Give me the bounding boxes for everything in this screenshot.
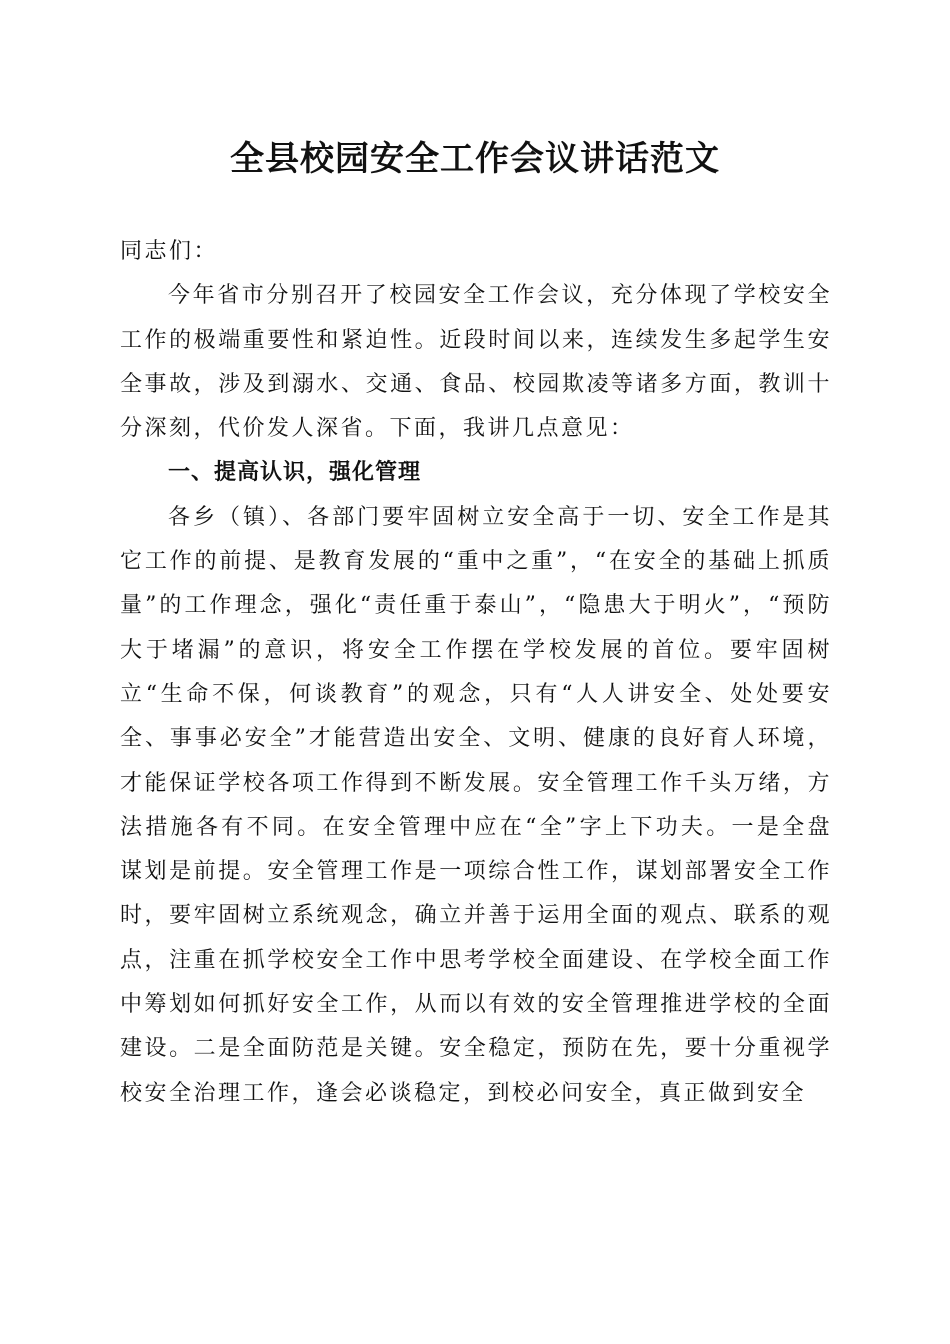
section-1-paragraph: 各乡（镇）、各部门要牢固树立安全高于一切、安全工作是其它工作的前提、是教育发展的“重中之重”，“在安全的基础上抓质量”的工作理念，强化“责任重于泰山”，“隐患大于明火”，“预防大于堵漏”的意识，将安全工作摆在学校发展的首位。要牢固树立“生命不保，何谈教育”的观念，只有“人人讲安全、处处要安全、事事必安全”才能营造出安全、文明、健康的良好育人环境，才能保证学校各项工作得到不断发展。安全管理工作千头万绪，方法措施各有不同。在安全管理中应在“全”字上下功夫。一是全盘谋划是前提。安全管理工作是一项综合性工作，谋划部署安全工作时，要牢固树立系统观念，确立并善于运用全面的观点、联系的观点，注重在抓学校安全工作中思考学校全面建设、在学校全面工作中筹划如何抓好安全工作，从而以有效的安全管理推进学校的全面建设。二是全面防范是关键。安全稳定，预防在先，要十分重视学校安全治理工作，逢会必谈稳定，到校必问安全，真正做到安全 [120,504,832,1106]
salutation: 同志们： [120,239,219,264]
document-body [120,230,832,1116]
document-title: 全县校园安全工作会议讲话范文 [230,139,720,179]
section-heading-1: 一、提高认识，强化管理 [168,460,422,486]
intro-paragraph: 今年省市分别召开了校园安全工作会议，充分体现了学校安全工作的极端重要性和紧迫性。近段时间以来，连续发生多起学生安全事故，涉及到溺水、交通、食品、校园欺凌等诸多方面，教训十分深刻，代价发人深省。下面，我讲几点意见： [120,283,832,442]
